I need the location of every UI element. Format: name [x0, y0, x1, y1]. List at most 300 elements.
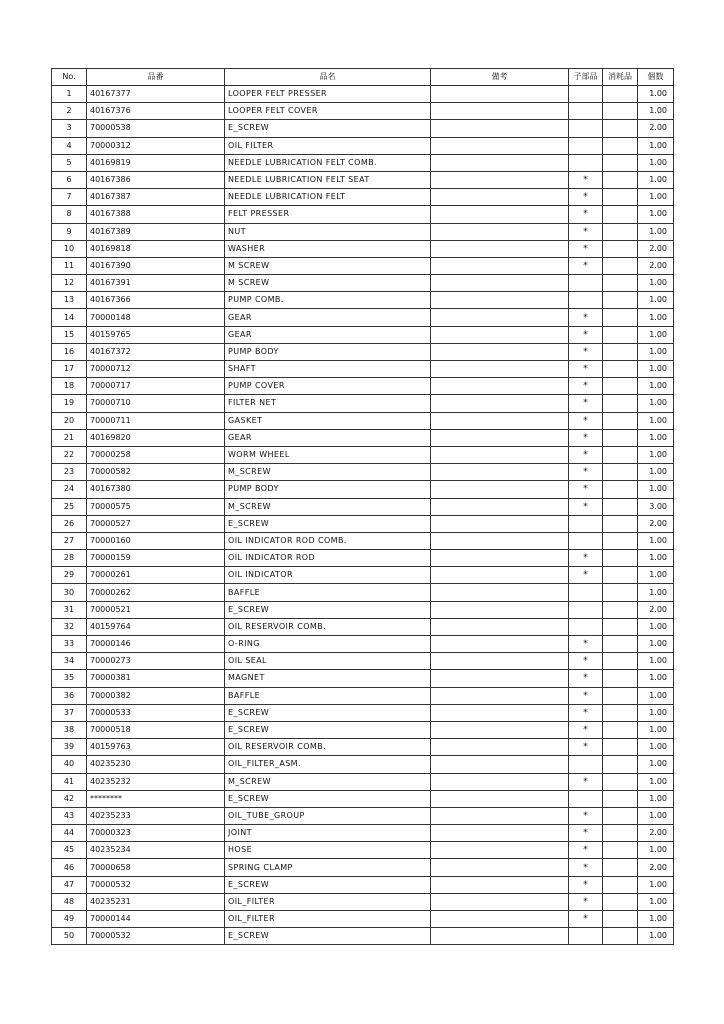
part-number-cell: 40235232: [87, 773, 225, 790]
consumable-cell: [603, 481, 638, 498]
quantity-cell: 1.00: [638, 721, 674, 738]
table-row: [52, 842, 674, 859]
remarks-cell: [431, 498, 569, 515]
consumable-cell: [603, 842, 638, 859]
part-number-cell: 70000532: [87, 876, 225, 893]
row-no-cell: 18: [52, 378, 87, 395]
quantity-cell: 1.00: [638, 687, 674, 704]
part-name-cell: FELT PRESSER: [225, 206, 431, 223]
part-name-cell: GEAR: [225, 429, 431, 446]
quantity-cell: 1.00: [638, 670, 674, 687]
row-no-cell: 33: [52, 636, 87, 653]
remarks-cell: [431, 481, 569, 498]
consumable-cell: [603, 120, 638, 137]
part-number-cell: 70000658: [87, 859, 225, 876]
table-row: [52, 137, 674, 154]
quantity-cell: 1.00: [638, 343, 674, 360]
part-number-cell: 40167390: [87, 257, 225, 274]
sub-part-cell: *: [569, 636, 603, 653]
quantity-cell: 1.00: [638, 171, 674, 188]
quantity-cell: 2.00: [638, 257, 674, 274]
row-no-cell: 14: [52, 309, 87, 326]
table-row: [52, 584, 674, 601]
part-name-cell: O-RING: [225, 636, 431, 653]
row-no-cell: 34: [52, 653, 87, 670]
consumable-cell: [603, 893, 638, 910]
row-no-cell: 48: [52, 893, 87, 910]
remarks-cell: [431, 756, 569, 773]
part-number-cell: 70000148: [87, 309, 225, 326]
table-row: [52, 704, 674, 721]
sub-part-cell: *: [569, 670, 603, 687]
row-no-cell: 28: [52, 550, 87, 567]
part-name-cell: OIL SEAL: [225, 653, 431, 670]
row-no-cell: 5: [52, 154, 87, 171]
quantity-cell: 1.00: [638, 584, 674, 601]
header-part-no: 品番: [87, 69, 225, 86]
part-name-cell: SHAFT: [225, 361, 431, 378]
remarks-cell: [431, 137, 569, 154]
quantity-cell: 1.00: [638, 154, 674, 171]
consumable-cell: [603, 292, 638, 309]
part-name-cell: OIL RESERVOIR COMB.: [225, 739, 431, 756]
consumable-cell: [603, 807, 638, 824]
sub-part-cell: *: [569, 429, 603, 446]
row-no-cell: 7: [52, 189, 87, 206]
sub-part-cell: *: [569, 361, 603, 378]
sub-part-cell: *: [569, 412, 603, 429]
part-number-cell: 70000159: [87, 550, 225, 567]
consumable-cell: [603, 567, 638, 584]
part-number-cell: 70000258: [87, 446, 225, 463]
sub-part-cell: [569, 515, 603, 532]
table-row: [52, 601, 674, 618]
part-name-cell: WASHER: [225, 240, 431, 257]
row-no-cell: 26: [52, 515, 87, 532]
part-number-cell: 70000521: [87, 601, 225, 618]
quantity-cell: 1.00: [638, 790, 674, 807]
part-number-cell: 40167388: [87, 206, 225, 223]
part-number-cell: 40159763: [87, 739, 225, 756]
sub-part-cell: *: [569, 876, 603, 893]
table-row: [52, 618, 674, 635]
quantity-cell: 1.00: [638, 807, 674, 824]
row-no-cell: 19: [52, 395, 87, 412]
consumable-cell: [603, 103, 638, 120]
sub-part-cell: [569, 103, 603, 120]
part-name-cell: OIL INDICATOR ROD: [225, 550, 431, 567]
table-row: [52, 739, 674, 756]
part-number-cell: 40235233: [87, 807, 225, 824]
part-number-cell: 70000533: [87, 704, 225, 721]
part-number-cell: 70000575: [87, 498, 225, 515]
part-name-cell: BAFFLE: [225, 584, 431, 601]
sub-part-cell: *: [569, 739, 603, 756]
sub-part-cell: *: [569, 911, 603, 928]
sub-part-cell: *: [569, 859, 603, 876]
remarks-cell: [431, 721, 569, 738]
quantity-cell: 1.00: [638, 532, 674, 549]
part-name-cell: E_SCREW: [225, 790, 431, 807]
table-row: [52, 361, 674, 378]
remarks-cell: [431, 86, 569, 103]
part-number-cell: 70000146: [87, 636, 225, 653]
table-row: [52, 498, 674, 515]
sub-part-cell: *: [569, 653, 603, 670]
part-number-cell: ********: [87, 790, 225, 807]
header-consumable: 消耗品: [603, 69, 638, 86]
part-name-cell: M SCREW: [225, 257, 431, 274]
sub-part-cell: [569, 756, 603, 773]
parts-list-table: [51, 68, 674, 945]
remarks-cell: [431, 395, 569, 412]
sub-part-cell: [569, 618, 603, 635]
table-row: [52, 636, 674, 653]
table-row: [52, 171, 674, 188]
part-name-cell: E_SCREW: [225, 601, 431, 618]
table-row: [52, 721, 674, 738]
part-name-cell: E_SCREW: [225, 515, 431, 532]
remarks-cell: [431, 876, 569, 893]
table-row: [52, 429, 674, 446]
quantity-cell: 1.00: [638, 326, 674, 343]
row-no-cell: 46: [52, 859, 87, 876]
row-no-cell: 1: [52, 86, 87, 103]
consumable-cell: [603, 326, 638, 343]
sub-part-cell: *: [569, 721, 603, 738]
part-number-cell: 40159764: [87, 618, 225, 635]
row-no-cell: 29: [52, 567, 87, 584]
sub-part-cell: [569, 292, 603, 309]
remarks-cell: [431, 378, 569, 395]
table-row: [52, 240, 674, 257]
table-row: [52, 395, 674, 412]
sub-part-cell: *: [569, 550, 603, 567]
consumable-cell: [603, 532, 638, 549]
quantity-cell: 1.00: [638, 206, 674, 223]
row-no-cell: 22: [52, 446, 87, 463]
sub-part-cell: *: [569, 206, 603, 223]
consumable-cell: [603, 756, 638, 773]
remarks-cell: [431, 361, 569, 378]
part-number-cell: 70000144: [87, 911, 225, 928]
part-name-cell: HOSE: [225, 842, 431, 859]
sub-part-cell: *: [569, 464, 603, 481]
consumable-cell: [603, 223, 638, 240]
sub-part-cell: *: [569, 567, 603, 584]
consumable-cell: [603, 189, 638, 206]
part-number-cell: 70000273: [87, 653, 225, 670]
part-name-cell: PUMP BODY: [225, 481, 431, 498]
consumable-cell: [603, 773, 638, 790]
table-row: [52, 928, 674, 945]
part-name-cell: M_SCREW: [225, 773, 431, 790]
part-name-cell: SPRING CLAMP: [225, 859, 431, 876]
sub-part-cell: [569, 790, 603, 807]
row-no-cell: 36: [52, 687, 87, 704]
part-number-cell: 70000538: [87, 120, 225, 137]
remarks-cell: [431, 807, 569, 824]
part-number-cell: 70000711: [87, 412, 225, 429]
row-no-cell: 40: [52, 756, 87, 773]
quantity-cell: 2.00: [638, 859, 674, 876]
part-number-cell: 40167389: [87, 223, 225, 240]
part-name-cell: GEAR: [225, 309, 431, 326]
remarks-cell: [431, 292, 569, 309]
remarks-cell: [431, 636, 569, 653]
table-row: [52, 103, 674, 120]
part-number-cell: 40235230: [87, 756, 225, 773]
table-row: [52, 550, 674, 567]
sub-part-cell: *: [569, 498, 603, 515]
part-name-cell: OIL INDICATOR: [225, 567, 431, 584]
remarks-cell: [431, 464, 569, 481]
part-name-cell: FILTER NET: [225, 395, 431, 412]
sub-part-cell: *: [569, 481, 603, 498]
consumable-cell: [603, 154, 638, 171]
remarks-cell: [431, 154, 569, 171]
remarks-cell: [431, 223, 569, 240]
sub-part-cell: *: [569, 773, 603, 790]
part-name-cell: WORM WHEEL: [225, 446, 431, 463]
consumable-cell: [603, 257, 638, 274]
part-name-cell: BAFFLE: [225, 687, 431, 704]
sub-part-cell: [569, 275, 603, 292]
remarks-cell: [431, 206, 569, 223]
part-number-cell: 40167376: [87, 103, 225, 120]
sub-part-cell: [569, 584, 603, 601]
part-name-cell: MAGNET: [225, 670, 431, 687]
table-row: [52, 756, 674, 773]
row-no-cell: 30: [52, 584, 87, 601]
consumable-cell: [603, 240, 638, 257]
quantity-cell: 1.00: [638, 481, 674, 498]
sub-part-cell: [569, 86, 603, 103]
row-no-cell: 10: [52, 240, 87, 257]
quantity-cell: 1.00: [638, 309, 674, 326]
part-number-cell: 40167386: [87, 171, 225, 188]
quantity-cell: 2.00: [638, 515, 674, 532]
part-number-cell: 40167377: [87, 86, 225, 103]
remarks-cell: [431, 653, 569, 670]
part-number-cell: 40167366: [87, 292, 225, 309]
table-row: [52, 532, 674, 549]
consumable-cell: [603, 464, 638, 481]
row-no-cell: 25: [52, 498, 87, 515]
table-row: [52, 292, 674, 309]
sub-part-cell: *: [569, 825, 603, 842]
part-number-cell: 70000582: [87, 464, 225, 481]
remarks-cell: [431, 842, 569, 859]
table-row: [52, 567, 674, 584]
quantity-cell: 1.00: [638, 395, 674, 412]
consumable-cell: [603, 618, 638, 635]
part-name-cell: OIL_FILTER_ASM.: [225, 756, 431, 773]
quantity-cell: 1.00: [638, 928, 674, 945]
quantity-cell: 1.00: [638, 378, 674, 395]
quantity-cell: 1.00: [638, 137, 674, 154]
table-row: [52, 653, 674, 670]
part-number-cell: 40235231: [87, 893, 225, 910]
remarks-cell: [431, 532, 569, 549]
table-row: [52, 825, 674, 842]
header-qty: 個数: [638, 69, 674, 86]
quantity-cell: 2.00: [638, 601, 674, 618]
part-name-cell: OIL_FILTER: [225, 911, 431, 928]
sub-part-cell: [569, 154, 603, 171]
part-number-cell: 40169820: [87, 429, 225, 446]
consumable-cell: [603, 171, 638, 188]
quantity-cell: 1.00: [638, 618, 674, 635]
consumable-cell: [603, 859, 638, 876]
row-no-cell: 9: [52, 223, 87, 240]
consumable-cell: [603, 361, 638, 378]
part-number-cell: 70000712: [87, 361, 225, 378]
remarks-cell: [431, 584, 569, 601]
sub-part-cell: *: [569, 807, 603, 824]
sub-part-cell: *: [569, 240, 603, 257]
consumable-cell: [603, 721, 638, 738]
quantity-cell: 1.00: [638, 550, 674, 567]
row-no-cell: 43: [52, 807, 87, 824]
remarks-cell: [431, 739, 569, 756]
row-no-cell: 3: [52, 120, 87, 137]
row-no-cell: 37: [52, 704, 87, 721]
consumable-cell: [603, 412, 638, 429]
remarks-cell: [431, 928, 569, 945]
row-no-cell: 47: [52, 876, 87, 893]
part-number-cell: 40159765: [87, 326, 225, 343]
remarks-cell: [431, 550, 569, 567]
sub-part-cell: [569, 137, 603, 154]
quantity-cell: 1.00: [638, 567, 674, 584]
part-name-cell: E_SCREW: [225, 704, 431, 721]
part-name-cell: JOINT: [225, 825, 431, 842]
consumable-cell: [603, 825, 638, 842]
part-name-cell: PUMP COVER: [225, 378, 431, 395]
quantity-cell: 1.00: [638, 893, 674, 910]
row-no-cell: 6: [52, 171, 87, 188]
remarks-cell: [431, 704, 569, 721]
sub-part-cell: [569, 928, 603, 945]
sub-part-cell: [569, 601, 603, 618]
quantity-cell: 1.00: [638, 103, 674, 120]
consumable-cell: [603, 378, 638, 395]
part-name-cell: GEAR: [225, 326, 431, 343]
part-name-cell: NEEDLE LUBRICATION FELT: [225, 189, 431, 206]
row-no-cell: 41: [52, 773, 87, 790]
part-number-cell: 40169818: [87, 240, 225, 257]
consumable-cell: [603, 687, 638, 704]
part-number-cell: 70000527: [87, 515, 225, 532]
table-row: [52, 807, 674, 824]
part-name-cell: E_SCREW: [225, 721, 431, 738]
remarks-cell: [431, 790, 569, 807]
row-no-cell: 12: [52, 275, 87, 292]
consumable-cell: [603, 670, 638, 687]
consumable-cell: [603, 86, 638, 103]
table-row: [52, 309, 674, 326]
row-no-cell: 27: [52, 532, 87, 549]
part-name-cell: E_SCREW: [225, 928, 431, 945]
part-name-cell: E_SCREW: [225, 876, 431, 893]
remarks-cell: [431, 429, 569, 446]
sub-part-cell: *: [569, 223, 603, 240]
quantity-cell: 2.00: [638, 240, 674, 257]
remarks-cell: [431, 171, 569, 188]
consumable-cell: [603, 911, 638, 928]
table-row: [52, 773, 674, 790]
part-number-cell: 70000382: [87, 687, 225, 704]
sub-part-cell: [569, 532, 603, 549]
row-no-cell: 4: [52, 137, 87, 154]
part-name-cell: OIL_TUBE_GROUP: [225, 807, 431, 824]
row-no-cell: 45: [52, 842, 87, 859]
part-number-cell: 70000717: [87, 378, 225, 395]
table-row: [52, 189, 674, 206]
part-number-cell: 70000262: [87, 584, 225, 601]
sub-part-cell: *: [569, 257, 603, 274]
quantity-cell: 2.00: [638, 825, 674, 842]
table-row: [52, 859, 674, 876]
table-row: [52, 515, 674, 532]
remarks-cell: [431, 120, 569, 137]
quantity-cell: 1.00: [638, 275, 674, 292]
part-number-cell: 40167372: [87, 343, 225, 360]
part-number-cell: 70000261: [87, 567, 225, 584]
consumable-cell: [603, 446, 638, 463]
sub-part-cell: *: [569, 842, 603, 859]
consumable-cell: [603, 739, 638, 756]
row-no-cell: 39: [52, 739, 87, 756]
sub-part-cell: *: [569, 326, 603, 343]
part-number-cell: 40169819: [87, 154, 225, 171]
remarks-cell: [431, 859, 569, 876]
remarks-cell: [431, 567, 569, 584]
table-row: [52, 275, 674, 292]
part-name-cell: OIL RESERVOIR COMB.: [225, 618, 431, 635]
sub-part-cell: *: [569, 171, 603, 188]
consumable-cell: [603, 876, 638, 893]
quantity-cell: 1.00: [638, 412, 674, 429]
part-name-cell: M_SCREW: [225, 464, 431, 481]
part-number-cell: 70000710: [87, 395, 225, 412]
table-row: [52, 911, 674, 928]
consumable-cell: [603, 704, 638, 721]
part-name-cell: LOOPER FELT COVER: [225, 103, 431, 120]
header-sub-part: 子部品: [569, 69, 603, 86]
row-no-cell: 38: [52, 721, 87, 738]
quantity-cell: 1.00: [638, 756, 674, 773]
consumable-cell: [603, 429, 638, 446]
consumable-cell: [603, 653, 638, 670]
quantity-cell: 1.00: [638, 876, 674, 893]
quantity-cell: 1.00: [638, 361, 674, 378]
remarks-cell: [431, 275, 569, 292]
part-number-cell: 40167391: [87, 275, 225, 292]
table-row: [52, 790, 674, 807]
sub-part-cell: [569, 120, 603, 137]
header-row: [52, 69, 674, 86]
sub-part-cell: *: [569, 704, 603, 721]
part-name-cell: NEEDLE LUBRICATION FELT COMB.: [225, 154, 431, 171]
row-no-cell: 17: [52, 361, 87, 378]
header-no: No.: [52, 69, 87, 86]
table-row: [52, 120, 674, 137]
part-name-cell: M_SCREW: [225, 498, 431, 515]
row-no-cell: 15: [52, 326, 87, 343]
quantity-cell: 1.00: [638, 464, 674, 481]
